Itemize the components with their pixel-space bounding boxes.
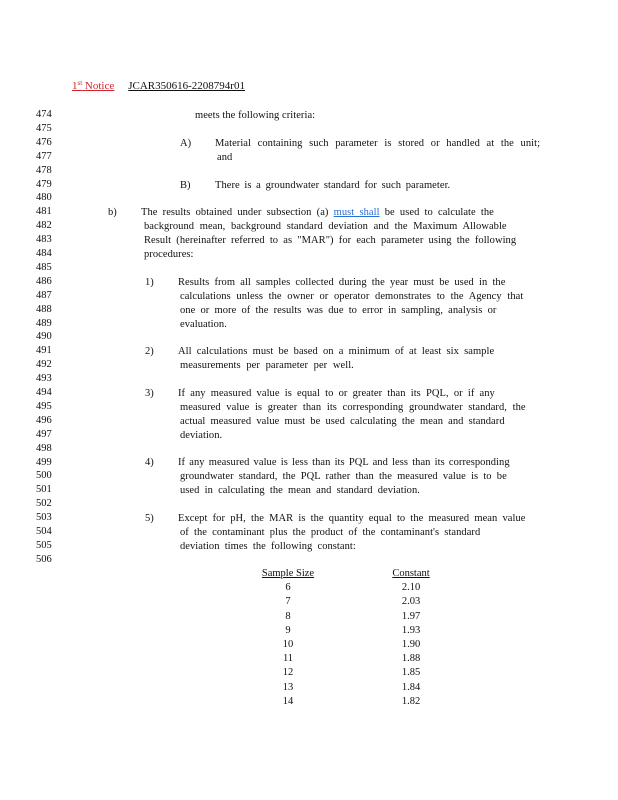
- text-line: background mean, background standard deviation and the Maximum Allowable: [144, 221, 507, 232]
- text-line: deviation times the following constant:: [180, 541, 356, 552]
- text-run: be used to calculate the: [384, 207, 494, 218]
- line-number: 498: [36, 442, 52, 454]
- text-line: and: [217, 152, 233, 163]
- constant-cell: 1.84: [401, 681, 421, 693]
- line-number: 487: [36, 289, 52, 301]
- revision-link[interactable]: must shall: [333, 207, 380, 218]
- text-line: measurements per parameter per well.: [180, 360, 354, 371]
- line-number: 482: [36, 220, 52, 232]
- text-line: used in calculating the mean and standard deviation.: [180, 485, 420, 496]
- line-number: 481: [36, 206, 52, 218]
- line-number: 483: [36, 234, 52, 246]
- sample-size-cell: 10: [282, 639, 294, 651]
- table-row: [255, 581, 441, 595]
- line-number: 496: [36, 414, 52, 426]
- constant-cell: 1.85: [401, 667, 421, 679]
- text-line: measured value is greater than its corresponding groundwater standard, the: [180, 402, 526, 413]
- item-label: 1): [145, 277, 154, 288]
- table-row: [255, 695, 441, 709]
- constant-cell: 1.88: [401, 653, 421, 665]
- table-row: [255, 610, 441, 624]
- line-number: 478: [36, 164, 52, 176]
- sample-size-cell: 9: [285, 624, 291, 636]
- line-number: 485: [36, 261, 52, 273]
- table-row: [255, 595, 441, 609]
- text-line: evaluation.: [180, 319, 227, 330]
- line-number: 484: [36, 248, 52, 259]
- line-number: 490: [36, 331, 52, 343]
- constant-cell: 1.82: [401, 695, 421, 707]
- sample-size-cell: 6: [285, 582, 291, 594]
- table-row: [255, 652, 441, 666]
- item-label: 4): [145, 457, 154, 468]
- line-number: 506: [36, 553, 52, 565]
- text-line: If any measured value is less than its PQL and less than its corresponding: [178, 457, 510, 468]
- column-header: Sample Size: [261, 568, 315, 579]
- constant-cell: 2.10: [401, 582, 421, 594]
- line-number: 505: [36, 539, 52, 551]
- table-row: [255, 638, 441, 652]
- text-line: There is a groundwater standard for such parameter.: [215, 180, 451, 191]
- table-row: [255, 681, 441, 695]
- line-number: 503: [36, 512, 52, 524]
- text-line: Results from all samples collected during the year must be used in the: [178, 277, 506, 288]
- item-label: 2): [145, 346, 154, 357]
- constant-cell: 2.03: [401, 596, 421, 608]
- line-number: 476: [36, 136, 52, 148]
- line-number: 480: [36, 192, 52, 204]
- line-number: 479: [36, 178, 52, 190]
- text-run: The results obtained under subsection (a): [141, 207, 329, 218]
- text-line: Result (hereinafter referred to as "MAR") for each parameter using the following: [144, 235, 517, 246]
- document-header: [72, 77, 245, 93]
- document-id: JCAR350616-2208794r01: [128, 80, 245, 92]
- line-number: 494: [36, 387, 52, 398]
- line-number: 499: [36, 456, 52, 468]
- line-number: 492: [36, 359, 52, 371]
- text-line: meets the following criteria:: [195, 110, 316, 121]
- sample-size-cell: 12: [282, 667, 294, 679]
- sample-size-cell: 13: [282, 681, 294, 693]
- sample-size-cell: 7: [285, 596, 291, 608]
- table-row: [255, 666, 441, 680]
- line-number: 504: [36, 526, 52, 537]
- text-line: Except for pH, the MAR is the quantity equal to the measured mean value: [178, 513, 526, 524]
- line-number: 475: [36, 122, 52, 134]
- item-label: 5): [145, 513, 154, 524]
- notice-label: 1st Notice: [72, 79, 115, 92]
- table-row: [255, 624, 441, 638]
- text-line: procedures:: [144, 249, 194, 260]
- sample-size-cell: 11: [282, 653, 294, 665]
- constant-cell: 1.90: [401, 639, 421, 651]
- text-line: If any measured value is equal to or greater than its PQL, or if any: [178, 388, 495, 399]
- text-line: of the contaminant plus the product of the contaminant's standard: [180, 527, 481, 538]
- line-number: 489: [36, 317, 52, 329]
- item-label: 3): [145, 388, 154, 399]
- line-number: 502: [36, 498, 52, 510]
- constant-cell: 1.97: [401, 610, 421, 622]
- item-label: B): [180, 180, 191, 191]
- text-line: All calculations must be based on a minimum of at least six sample: [178, 346, 495, 357]
- subsection-label: b): [108, 207, 117, 218]
- sample-size-cell: 14: [282, 695, 294, 707]
- line-number: 491: [36, 345, 52, 357]
- text-line: deviation.: [180, 430, 223, 441]
- column-header: Constant: [392, 568, 430, 579]
- line-number: 474: [36, 109, 52, 120]
- line-number: 488: [36, 303, 52, 315]
- text-line: groundwater standard, the PQL rather than the measured value is to be: [180, 471, 507, 482]
- line-number: 493: [36, 373, 52, 385]
- text-line: calculations unless the owner or operator demonstrates to the Agency that: [180, 291, 524, 302]
- line-number: 477: [36, 150, 52, 162]
- text-line: Material containing such parameter is stored or handled at the unit;: [215, 138, 541, 149]
- item-label: A): [180, 138, 192, 149]
- constant-table: [255, 567, 441, 709]
- line-number: 497: [36, 428, 52, 440]
- line-number: 486: [36, 275, 52, 287]
- line-number: 500: [36, 470, 52, 482]
- text-line: one or more of the results was due to error in sampling, analysis or: [180, 305, 497, 316]
- sample-size-cell: 8: [285, 610, 291, 622]
- text-line: actual measured value must be used calculating the mean and standard: [180, 416, 505, 427]
- line-number: 501: [36, 484, 52, 496]
- text-line: [141, 206, 494, 220]
- constant-cell: 1.93: [401, 624, 421, 636]
- line-number: 495: [36, 400, 52, 412]
